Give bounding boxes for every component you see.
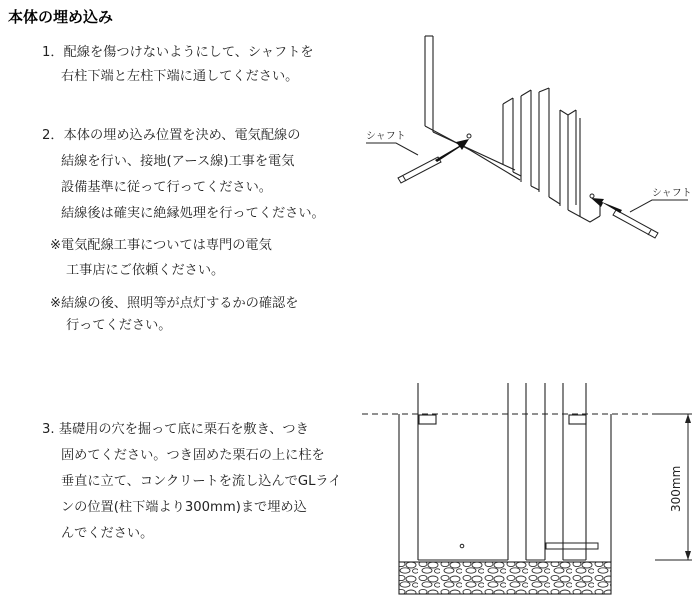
page-title: 本体の埋め込み — [8, 8, 114, 26]
step3-line3: 垂直に立て、コンクリートを流し込んでGLライ — [61, 474, 342, 489]
step1-line1: 1．配線を傷つけないようにして、シャフトを — [42, 45, 314, 60]
step3-line5: んでください。 — [61, 526, 154, 541]
shaft-label-right: シャフト — [652, 188, 692, 199]
shaft-label-left: シャフト — [366, 131, 406, 142]
step3-line2: 固めてください。つき固めた栗石の上に柱を — [61, 448, 325, 463]
note2-line1: ※結線の後、照明等が点灯するかの確認を — [50, 296, 299, 311]
step3-line4: ンの位置(柱下端より300mm)まで埋め込 — [61, 500, 307, 515]
step2-line4: 結線後は確実に絶縁処理を行ってください。 — [61, 206, 325, 221]
step2-line3: 設備基準に従って行ってください。 — [61, 180, 272, 195]
step1-line2: 右柱下端と左柱下端に通してください。 — [61, 69, 299, 84]
step2-line1: 2．本体の埋め込み位置を決め、電気配線の — [42, 128, 301, 143]
note2-line2: 行ってください。 — [66, 318, 172, 333]
dimension-label: 300mm — [669, 465, 683, 512]
note1-line2: 工事店にご依頼ください。 — [66, 263, 225, 278]
note1-line1: ※電気配線工事については専門の電気 — [50, 238, 272, 253]
step3-line1: 3. 基礎用の穴を掘って底に栗石を敷き、つき — [42, 422, 309, 437]
step2-line2: 結線を行い、接地(アース線)工事を電気 — [61, 154, 295, 169]
